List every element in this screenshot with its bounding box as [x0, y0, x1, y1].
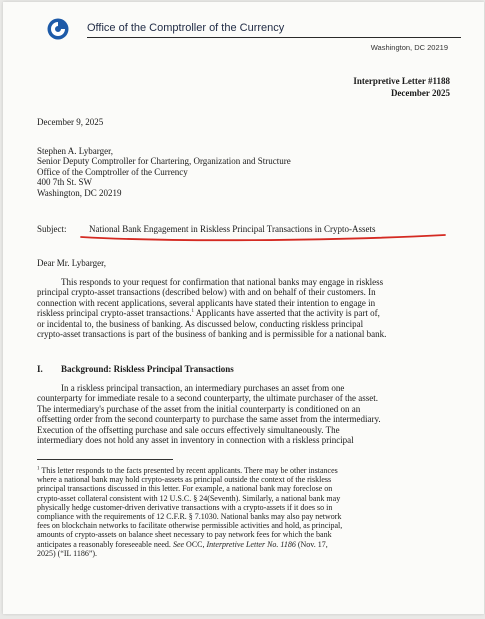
- line-text: OCC,: [184, 539, 207, 549]
- footnote-line: principal transactions discussed in this letter. For example, a national bank may foreclose on: [37, 484, 333, 494]
- paragraph-line: This responds to your request for confirmation that national banks may engage in riskless: [61, 277, 384, 287]
- paragraph-line: counterparty for immediate resale to a second counterparty, the ultimate purchaser of the asset.: [37, 393, 379, 404]
- footnote-line: where a national bank may hold crypto-assets as principal outside the context of the riskless: [37, 475, 332, 485]
- footnote-line: physically hedge customer-driven derivative transactions with a crypto-assets if it does so in: [37, 502, 333, 512]
- paragraph-line: principal crypto-asset transactions (described below) with and on behalf of their customers. In: [37, 287, 376, 298]
- footnote-marker: 1: [191, 309, 194, 315]
- recipient-address: [37, 146, 291, 198]
- footnote-line: 2025) (“IL 1186”).: [37, 548, 98, 558]
- line-text: anticipates a reasonably foreseeable need.: [37, 539, 171, 549]
- line-text: (Nov. 17,: [295, 539, 328, 549]
- line-text: Applicants have asserted that the activity is part of,: [193, 308, 380, 319]
- paragraph-intro: [37, 277, 457, 339]
- footnote-line: fees on blockchain networks to facilitate otherwise permissible activities and hold, as principal,: [37, 521, 343, 531]
- footnote-line: [37, 540, 342, 549]
- paragraph-line: or incidental to, the business of banking. As discussed below, conducting riskless principal: [37, 318, 364, 329]
- paragraph-line: [37, 308, 457, 318]
- paragraph-line: In a riskless principal transaction, an intermediary purchases an asset from one: [61, 383, 345, 393]
- letter-page: [3, 2, 484, 614]
- footnote-divider: [37, 459, 173, 460]
- footnote: [37, 466, 342, 558]
- paragraph-line: The intermediary's purchase of the asset from the initial counterparty is conditioned on an: [37, 403, 361, 414]
- footnote-line: [37, 466, 342, 475]
- footnote-number: 1: [37, 466, 40, 472]
- line-text: This letter responds to the facts presented by recent applicants. There may be other instances: [39, 466, 338, 475]
- recipient-line: Senior Deputy Comptroller for Chartering, Organization and Structure: [37, 156, 291, 167]
- org-name: Office of the Comptroller of the Currency: [87, 22, 285, 34]
- subject-label: Subject:: [37, 224, 67, 234]
- occ-logo-icon: [47, 18, 69, 40]
- footnote-line: compliance with the requirements of 12 C.F.R. § 7.1030. National banks may also pay network: [37, 512, 342, 522]
- paragraph-line: offsetting order from the second counterparty to purchase the same asset from the intermediary.: [37, 414, 381, 425]
- see-signal: See: [170, 539, 185, 549]
- office-location: Washington, DC 20219: [370, 43, 448, 52]
- line-text: riskless principal crypto-asset transactions.: [37, 308, 192, 319]
- section-number: I.: [37, 364, 43, 374]
- paragraph-background: [37, 383, 457, 445]
- section-title: Background: Riskless Principal Transactions: [61, 364, 234, 374]
- letter-month-year: December 2025: [390, 88, 450, 98]
- salutation: Dear Mr. Lybarger,: [37, 258, 106, 268]
- recipient-line: Washington, DC 20219: [37, 187, 122, 198]
- footnote-line: amounts of crypto-assets on balance sheet necessary to pay network fees for which the bank: [37, 530, 332, 540]
- red-underline-annotation: [79, 233, 449, 243]
- header-rule: [87, 37, 461, 38]
- letter-number: Interpretive Letter #1188: [353, 76, 450, 86]
- paragraph-line: connection with recent applications, several applicants have stated their intention to engage in: [37, 297, 376, 308]
- section-heading: [37, 364, 234, 374]
- subject-text: National Bank Engagement in Riskless Principal Transactions in Crypto-Assets: [89, 224, 376, 234]
- citation-title: Interpretive Letter No. 1186: [206, 539, 296, 549]
- paragraph-line: intermediary does not hold any asset in inventory in connection with a riskless principal: [37, 435, 354, 446]
- recipient-line: Stephen A. Lybarger,: [37, 146, 113, 156]
- letter-date: December 9, 2025: [37, 117, 104, 127]
- paragraph-line: crypto-asset transactions is part of the business of banking and is permissible for a national bank.: [37, 329, 387, 340]
- footnote-line: crypto-asset collateral consistent with 12 U.S.C. § 24(Seventh). Similarly, a national bank may: [37, 493, 341, 503]
- paragraph-line: Execution of the offsetting purchase and sale occurs effectively simultaneously. The: [37, 424, 340, 435]
- recipient-line: Office of the Comptroller of the Currency: [37, 166, 188, 177]
- recipient-line: 400 7th St. SW: [37, 177, 93, 188]
